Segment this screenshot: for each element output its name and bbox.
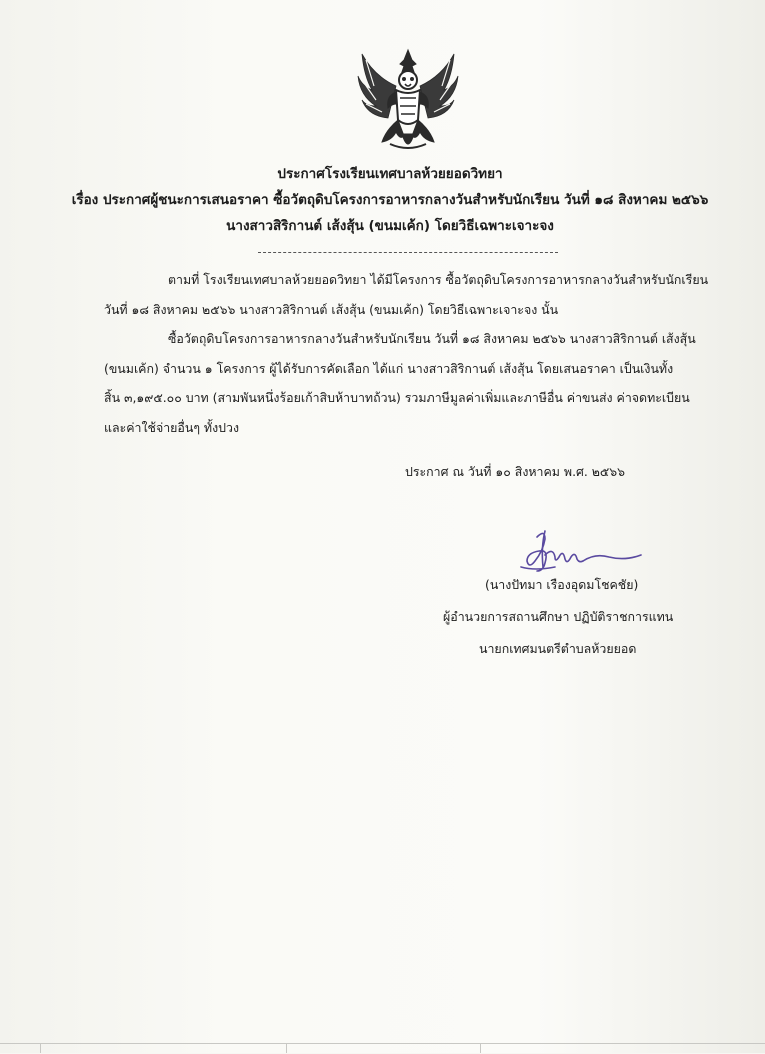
document-body [104, 265, 709, 442]
signatory-title: ผู้อำนวยการสถานศึกษา ปฏิบัติราชการแทน [443, 609, 674, 624]
header-subject: เรื่อง ประกาศผู้ชนะการเสนอราคา ซื้อวัตถุดิบโครงการอาหารกลางวันสำหรับนักเรียน วันที่ ๑๘ สิงหาคม ๒๕๖๖ [71, 192, 709, 208]
garuda-emblem-icon [352, 46, 464, 156]
handwritten-signature [515, 527, 645, 583]
paragraph-2-line-4: และค่าใช้จ่ายอื่นๆ ทั้งปวง [104, 419, 240, 435]
signatory-name: (นางปัทมา เรืองอุดมโชคชัย) [485, 577, 639, 592]
paragraph-2-line-3: สิ้น ๓,๑๙๕.๐๐ บาท (สามพันหนึ่งร้อยเก้าสิบห้าบาทถ้วน) รวมภาษีมูลค่าเพิ่มและภาษีอื่น ค่าขนส่ง ค่าจดทะเบียน [104, 390, 690, 405]
page-bottom-tick [480, 1043, 481, 1053]
page-bottom-tick [40, 1043, 41, 1053]
page-bottom-edge [0, 1043, 765, 1054]
paragraph-2-line-2: (ขนมเค้ก) จำนวน ๑ โครงการ ผู้ได้รับการคัดเลือก ได้แก่ นางสาวสิริกานต์ เส้งสุ้น โดยเสนอราคา เป็นเงินทั้ง [104, 360, 674, 376]
signatory-title-2: นายกเทศมนตรีตำบลห้วยยอด [479, 641, 637, 656]
header-divider [258, 252, 558, 253]
header-subject-cont: นางสาวสิริกานต์ เส้งสุ้น (ขนมเค้ก) โดยวิธีเฉพาะเจาะจง [226, 218, 554, 234]
page-bottom-tick [286, 1043, 287, 1053]
paragraph-2-line-1: ซื้อวัตถุดิบโครงการอาหารกลางวันสำหรับนักเรียน วันที่ ๑๘ สิงหาคม ๒๕๖๖ นางสาวสิริกานต์ เส้งสุ้น [168, 331, 696, 346]
document-header [60, 161, 720, 239]
paragraph-1-line-1: ตามที่ โรงเรียนเทศบาลห้วยยอดวิทยา ได้มีโครงการ ซื้อวัตถุดิบโครงการอาหารกลางวันสำหรับนักเรียน [168, 272, 709, 287]
announcement-date: ประกาศ ณ วันที่ ๑๐ สิงหาคม พ.ศ. ๒๕๖๖ [405, 464, 626, 479]
header-title: ประกาศโรงเรียนเทศบาลห้วยยอดวิทยา [277, 166, 503, 182]
paragraph-1-line-2: วันที่ ๑๘ สิงหาคม ๒๕๖๖ นางสาวสิริกานต์ เส้งสุ้น (ขนมเค้ก) โดยวิธีเฉพาะเจาะจง นั้น [104, 301, 559, 317]
